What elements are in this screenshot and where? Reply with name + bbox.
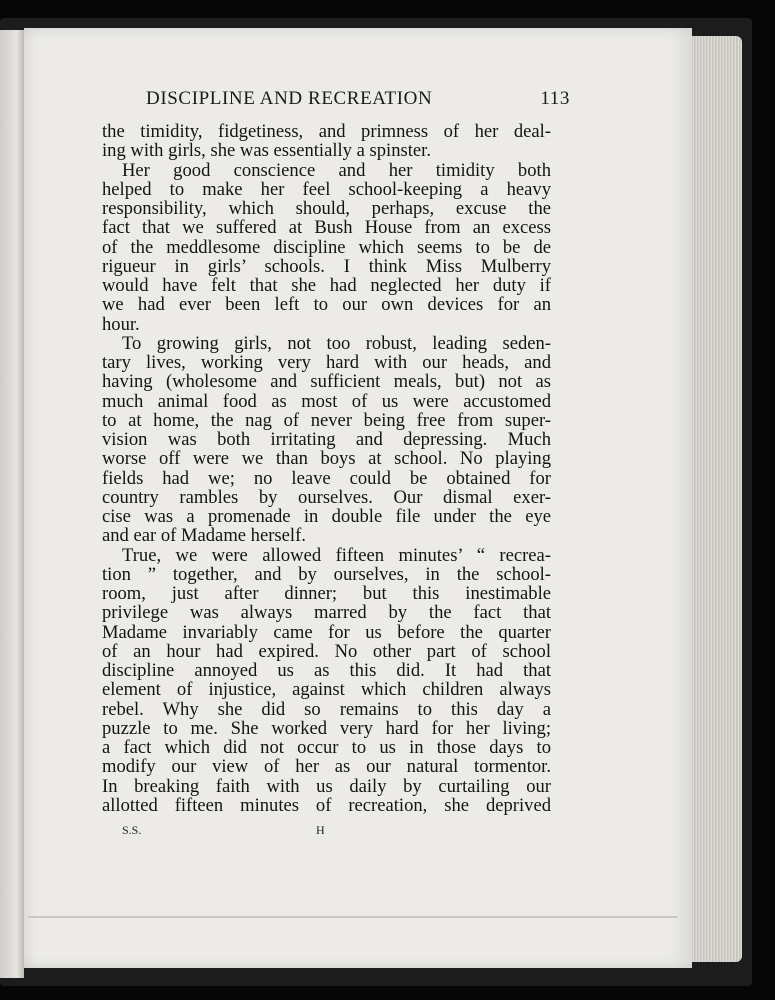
body-text [102,122,551,815]
text-line: a fact which did not occur to us in those days to [102,737,551,758]
text-line: country rambles by ourselves. Our dismal exer- [102,486,551,508]
text-line: rigueur in girls’ schools. I think Miss Mulberry [102,255,551,277]
text-line: would have felt that she had neglected her duty if [102,275,551,296]
text-line: ing with girls, she was essentially a spinster. [102,140,431,162]
text-line: modify our view of her as our natural tormentor. [102,756,551,778]
text-line: fact that we suffered at Bush House from an excess [102,217,551,239]
text-line: hour. [102,313,140,335]
text-line: discipline annoyed us as this did. It had that [102,660,551,681]
text-line: privilege was always marred by the fact that [102,602,551,624]
signature-abbreviation: S.S. [122,823,142,837]
page-number: 113 [540,88,570,109]
text-line: Her good conscience and her timidity both [122,159,551,181]
text-line: Madame invariably came for us before the quarter [102,621,551,643]
page-footer [122,823,362,841]
text-line: puzzle to me. She worked very hard for her living; [102,717,551,739]
text-line: of the meddlesome discipline which seems to be de [102,236,551,258]
text-line: tion ” together, and by ourselves, in the school- [102,563,551,585]
text-line: worse off were we than boys at school. No playing [102,448,551,470]
text-line: element of injustice, against which children always [102,679,551,701]
text-line: room, just after dinner; but this inestimable [102,583,551,604]
facing-page-edge [0,30,24,978]
running-header [146,88,570,116]
text-line: vision was both irritating and depressing. Much [102,429,551,450]
text-line: allotted fifteen minutes of recreation, she deprived [102,794,551,816]
running-title: DISCIPLINE AND RECREATION [146,88,433,109]
text-line: helped to make her feel school-keeping a heavy [102,178,551,200]
book-page [24,28,692,968]
signature-mark: H [316,823,325,837]
page-fold-line [28,916,678,918]
text-line: we had ever been left to our own devices for an [102,294,551,316]
text-line: much animal food as most of us were accustomed [102,390,551,412]
text-line: rebel. Why she did so remains to this day a [102,698,551,720]
text-line: fields had we; no leave could be obtained for [102,467,551,489]
text-line: In breaking faith with us daily by curtailing our [102,775,551,797]
text-line: responsibility, which should, perhaps, excuse the [102,198,551,219]
text-line: True, we were allowed fifteen minutes’ “ recrea- [122,544,551,566]
page-edges [688,36,742,962]
text-line: cise was a promenade in double file under the eye [102,506,551,527]
text-line: of an hour had expired. No other part of school [102,640,551,662]
text-line: having (wholesome and sufficient meals, but) not as [102,371,551,393]
text-line: tary lives, working very hard with our heads, and [102,352,551,373]
text-line: To growing girls, not too robust, leading seden- [122,332,551,354]
text-line: to at home, the nag of never being free from super- [102,409,551,431]
text-line: and ear of Madame herself. [102,525,306,547]
text-line: the timidity, fidgetiness, and primness of her deal- [102,121,551,142]
